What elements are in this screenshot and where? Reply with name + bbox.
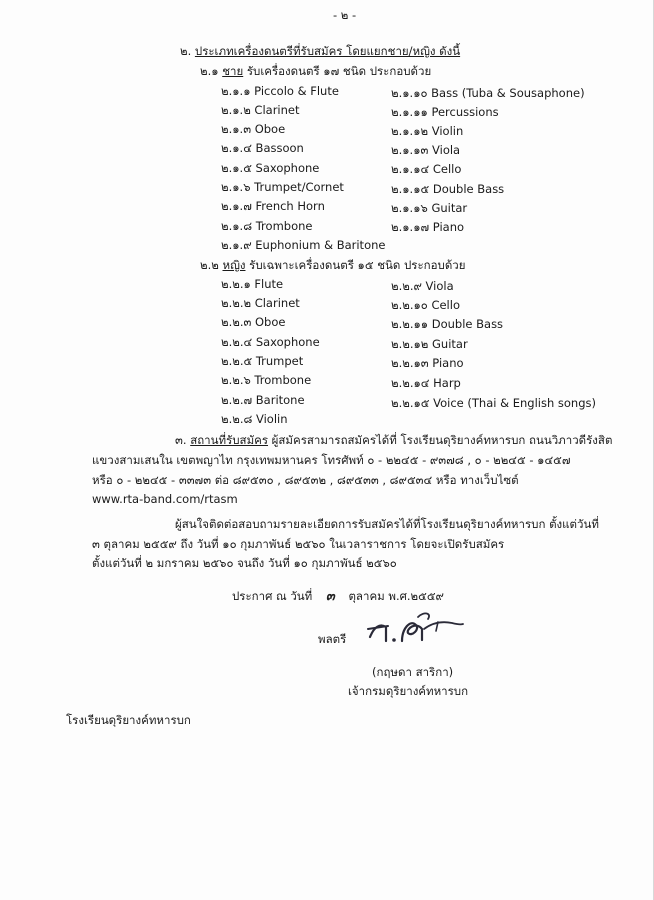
- signer-position: เจ้ากรมดุริยางค์ทหารบก: [348, 684, 469, 698]
- contact-line-2: ๓ ตุลาคม ๒๕๕๙ ถึง วันที่ ๑๐ กุมภาพันธ์ ๒๕๖๐ ในเวลาราชการ โดยจะเปิดรับสมัคร: [92, 537, 505, 551]
- male-instrument: ๒.๑.๑ Piccolo & Flute: [221, 84, 339, 98]
- female-instrument: ๒.๒.๑๔ Harp: [391, 376, 461, 390]
- section-2-number: ๒.: [180, 44, 192, 58]
- male-text: รับเครื่องดนตรี ๑๗ ชนิด ประกอบด้วย: [243, 64, 432, 78]
- male-instrument: ๒.๑.๑๐ Bass (Tuba & Sousaphone): [391, 86, 585, 100]
- section-3-label: สถานที่รับสมัคร: [190, 433, 269, 447]
- section-3-line-3: หรือ ๐ - ๒๒๔๕ - ๓๓๗๓ ต่อ ๘๙๕๓๐ , ๘๙๕๓๒ , ๘๙๕๓๓ , ๘๙๕๓๔ หรือ ทางเว็บไซต์: [92, 473, 519, 487]
- female-instrument: ๒.๒.๔ Saxophone: [221, 335, 320, 349]
- section-3-line-1: [175, 433, 612, 447]
- handwritten-signature-icon: [366, 607, 466, 649]
- female-instrument: ๒.๒.๖ Trombone: [221, 373, 312, 387]
- female-instrument: ๒.๒.๓ Oboe: [221, 315, 286, 329]
- footer-organization: โรงเรียนดุริยางค์ทหารบก: [66, 713, 191, 727]
- page-number: - ๒ -: [333, 8, 357, 22]
- male-instrument: ๒.๑.๓ Oboe: [221, 122, 286, 136]
- female-instrument: ๒.๒.๑๕ Voice (Thai & English songs): [391, 396, 596, 410]
- female-instrument: ๒.๒.๗ Baritone: [221, 393, 305, 407]
- section-2-heading: [180, 44, 460, 58]
- female-label: หญิง: [222, 258, 246, 272]
- male-instrument: ๒.๑.๑๕ Double Bass: [391, 182, 505, 196]
- section-3-text: ผู้สมัครสามารถสมัครได้ที่ โรงเรียนดุริยางค์ทหารบก ถนนวิภาวดีรังสิต: [268, 433, 613, 447]
- female-instrument: ๒.๒.๑๒ Guitar: [391, 337, 468, 351]
- male-instrument: ๒.๑.๙ Euphonium & Baritone: [221, 238, 386, 252]
- male-instrument: ๒.๑.๖ Trumpet/Cornet: [221, 180, 344, 194]
- announce-day: ๓: [325, 589, 335, 604]
- male-instrument: ๒.๑.๑๖ Guitar: [391, 201, 468, 215]
- website-link[interactable]: www.rta-band.com/rtasm: [92, 492, 238, 506]
- female-text: รับเฉพาะเครื่องดนตรี ๑๕ ชนิด ประกอบด้วย: [245, 258, 466, 272]
- section-2-title-rest: โดยแยกชาย/หญิง ดังนี้: [342, 44, 461, 58]
- female-instrument: ๒.๒.๕ Trumpet: [221, 354, 304, 368]
- male-instrument: ๒.๑.๑๓ Viola: [391, 143, 461, 157]
- female-instrument: ๒.๒.๒ Clarinet: [221, 296, 300, 310]
- male-instrument: ๒.๑.๑๒ Violin: [391, 124, 464, 138]
- male-instrument: ๒.๑.๔ Bassoon: [221, 141, 304, 155]
- female-instrument: ๒.๒.๑๐ Cello: [391, 298, 460, 312]
- male-heading: [200, 64, 431, 78]
- contact-line-3: ตั้งแต่วันที่ ๒ มกราคม ๒๕๖๐ จนถึง วันที่ ๑๐ กุมภาพันธ์ ๒๕๖๐: [92, 556, 397, 570]
- male-instrument: ๒.๑.๑๑ Percussions: [391, 105, 499, 119]
- signer-name: (กฤษดา สาริกา): [372, 665, 454, 679]
- female-instrument: ๒.๒.๑๑ Double Bass: [391, 317, 504, 331]
- section-3-line-2: แขวงสามเสนใน เขตพญาไท กรุงเทพมหานคร โทรศัพท์ ๐ - ๒๒๔๕ - ๙๓๗๘ , ๐ - ๒๒๔๕ - ๑๔๕๗: [92, 453, 571, 467]
- signature-image: [366, 607, 466, 653]
- male-instrument: ๒.๑.๒ Clarinet: [221, 103, 300, 117]
- female-heading: [200, 258, 465, 272]
- male-instrument: ๒.๑.๑๗ Piano: [391, 220, 465, 234]
- female-instrument: ๒.๒.๑๓ Piano: [391, 356, 464, 370]
- male-label: ชาย: [222, 64, 244, 78]
- female-instrument: ๒.๒.๘ Violin: [221, 412, 288, 426]
- contact-line-1: ผู้สนใจติดต่อสอบถามรายละเอียดการรับสมัครได้ที่โรงเรียนดุริยางค์ทหารบก ตั้งแต่วันที่: [175, 517, 599, 531]
- female-number: ๒.๒: [200, 258, 219, 272]
- section-3-number: ๓.: [175, 433, 187, 447]
- announce-suffix: ตุลาคม พ.ศ.๒๕๕๙: [348, 589, 444, 603]
- male-number: ๒.๑: [200, 64, 219, 78]
- male-instrument: ๒.๑.๗ French Horn: [221, 199, 325, 213]
- female-instrument: ๒.๒.๑ Flute: [221, 277, 284, 291]
- signature-rank: พลตรี: [318, 632, 347, 646]
- male-instrument: ๒.๑.๑๔ Cello: [391, 162, 462, 176]
- announce-prefix: ประกาศ ณ วันที่: [232, 589, 313, 603]
- male-instrument: ๒.๑.๕ Saxophone: [221, 161, 320, 175]
- female-instrument: ๒.๒.๙ Viola: [391, 279, 454, 293]
- announce-date: [232, 589, 444, 604]
- section-2-title: ประเภทเครื่องดนตรีที่รับสมัคร: [194, 44, 343, 58]
- male-instrument: ๒.๑.๘ Trombone: [221, 219, 313, 233]
